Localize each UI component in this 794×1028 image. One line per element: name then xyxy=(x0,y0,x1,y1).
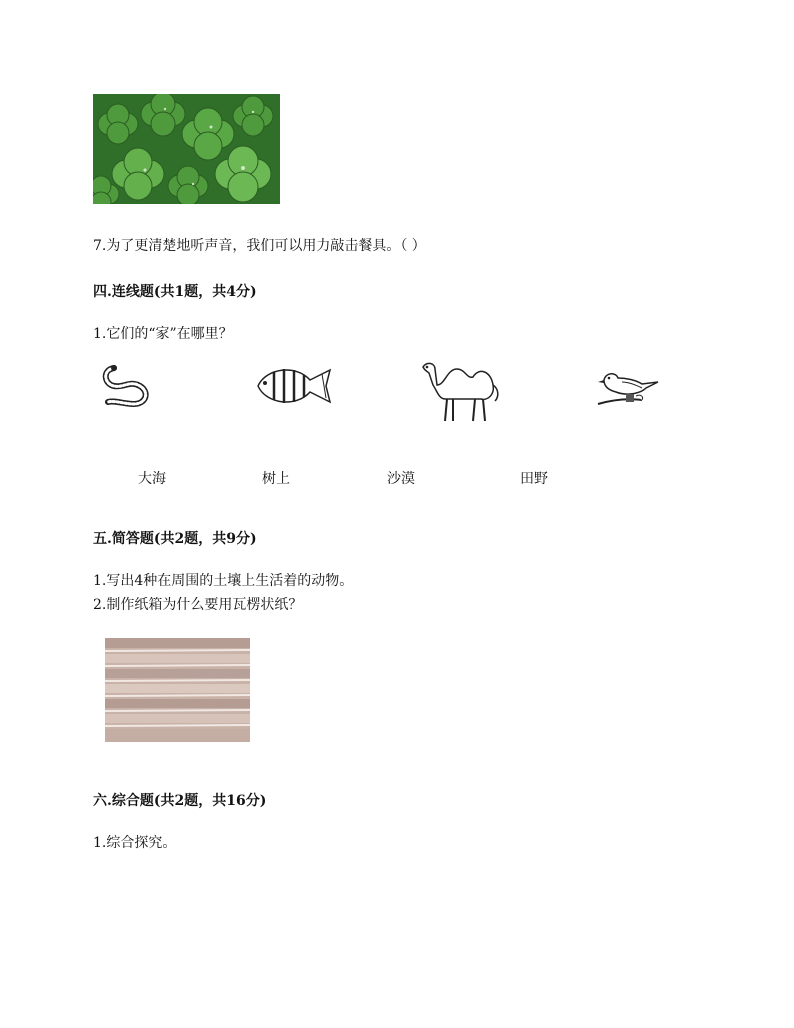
section-5-heading: 五.简答题(共2题，共9分) xyxy=(93,531,257,547)
section-5-question-1: 1.写出4种在周围的土壤上生活着的动物。 xyxy=(93,573,354,589)
section-4-question-1: 1.它们的“家”在哪里？ xyxy=(93,326,233,342)
home-label-tree: 树上 xyxy=(262,471,290,487)
earthworm-icon xyxy=(100,360,160,412)
clover-photo xyxy=(93,94,280,204)
bird-icon xyxy=(596,366,662,410)
home-label-field: 田野 xyxy=(520,471,548,487)
corrugated-cardboard-photo xyxy=(105,638,250,742)
home-label-sea: 大海 xyxy=(138,471,166,487)
question-7: 7.为了更清楚地听声音，我们可以用力敲击餐具。（ ） xyxy=(93,238,426,254)
fish-icon xyxy=(252,360,338,412)
section-6-question-1: 1.综合探究。 xyxy=(93,835,177,851)
camel-icon xyxy=(415,355,505,427)
section-4-heading: 四.连线题(共1题，共4分) xyxy=(93,284,257,300)
section-5-question-2: 2.制作纸箱为什么要用瓦楞状纸？ xyxy=(93,597,303,613)
section-6-heading: 六.综合题(共2题，共16分) xyxy=(93,793,267,809)
clover-photo-svg xyxy=(93,94,280,204)
home-label-desert: 沙漠 xyxy=(387,471,415,487)
